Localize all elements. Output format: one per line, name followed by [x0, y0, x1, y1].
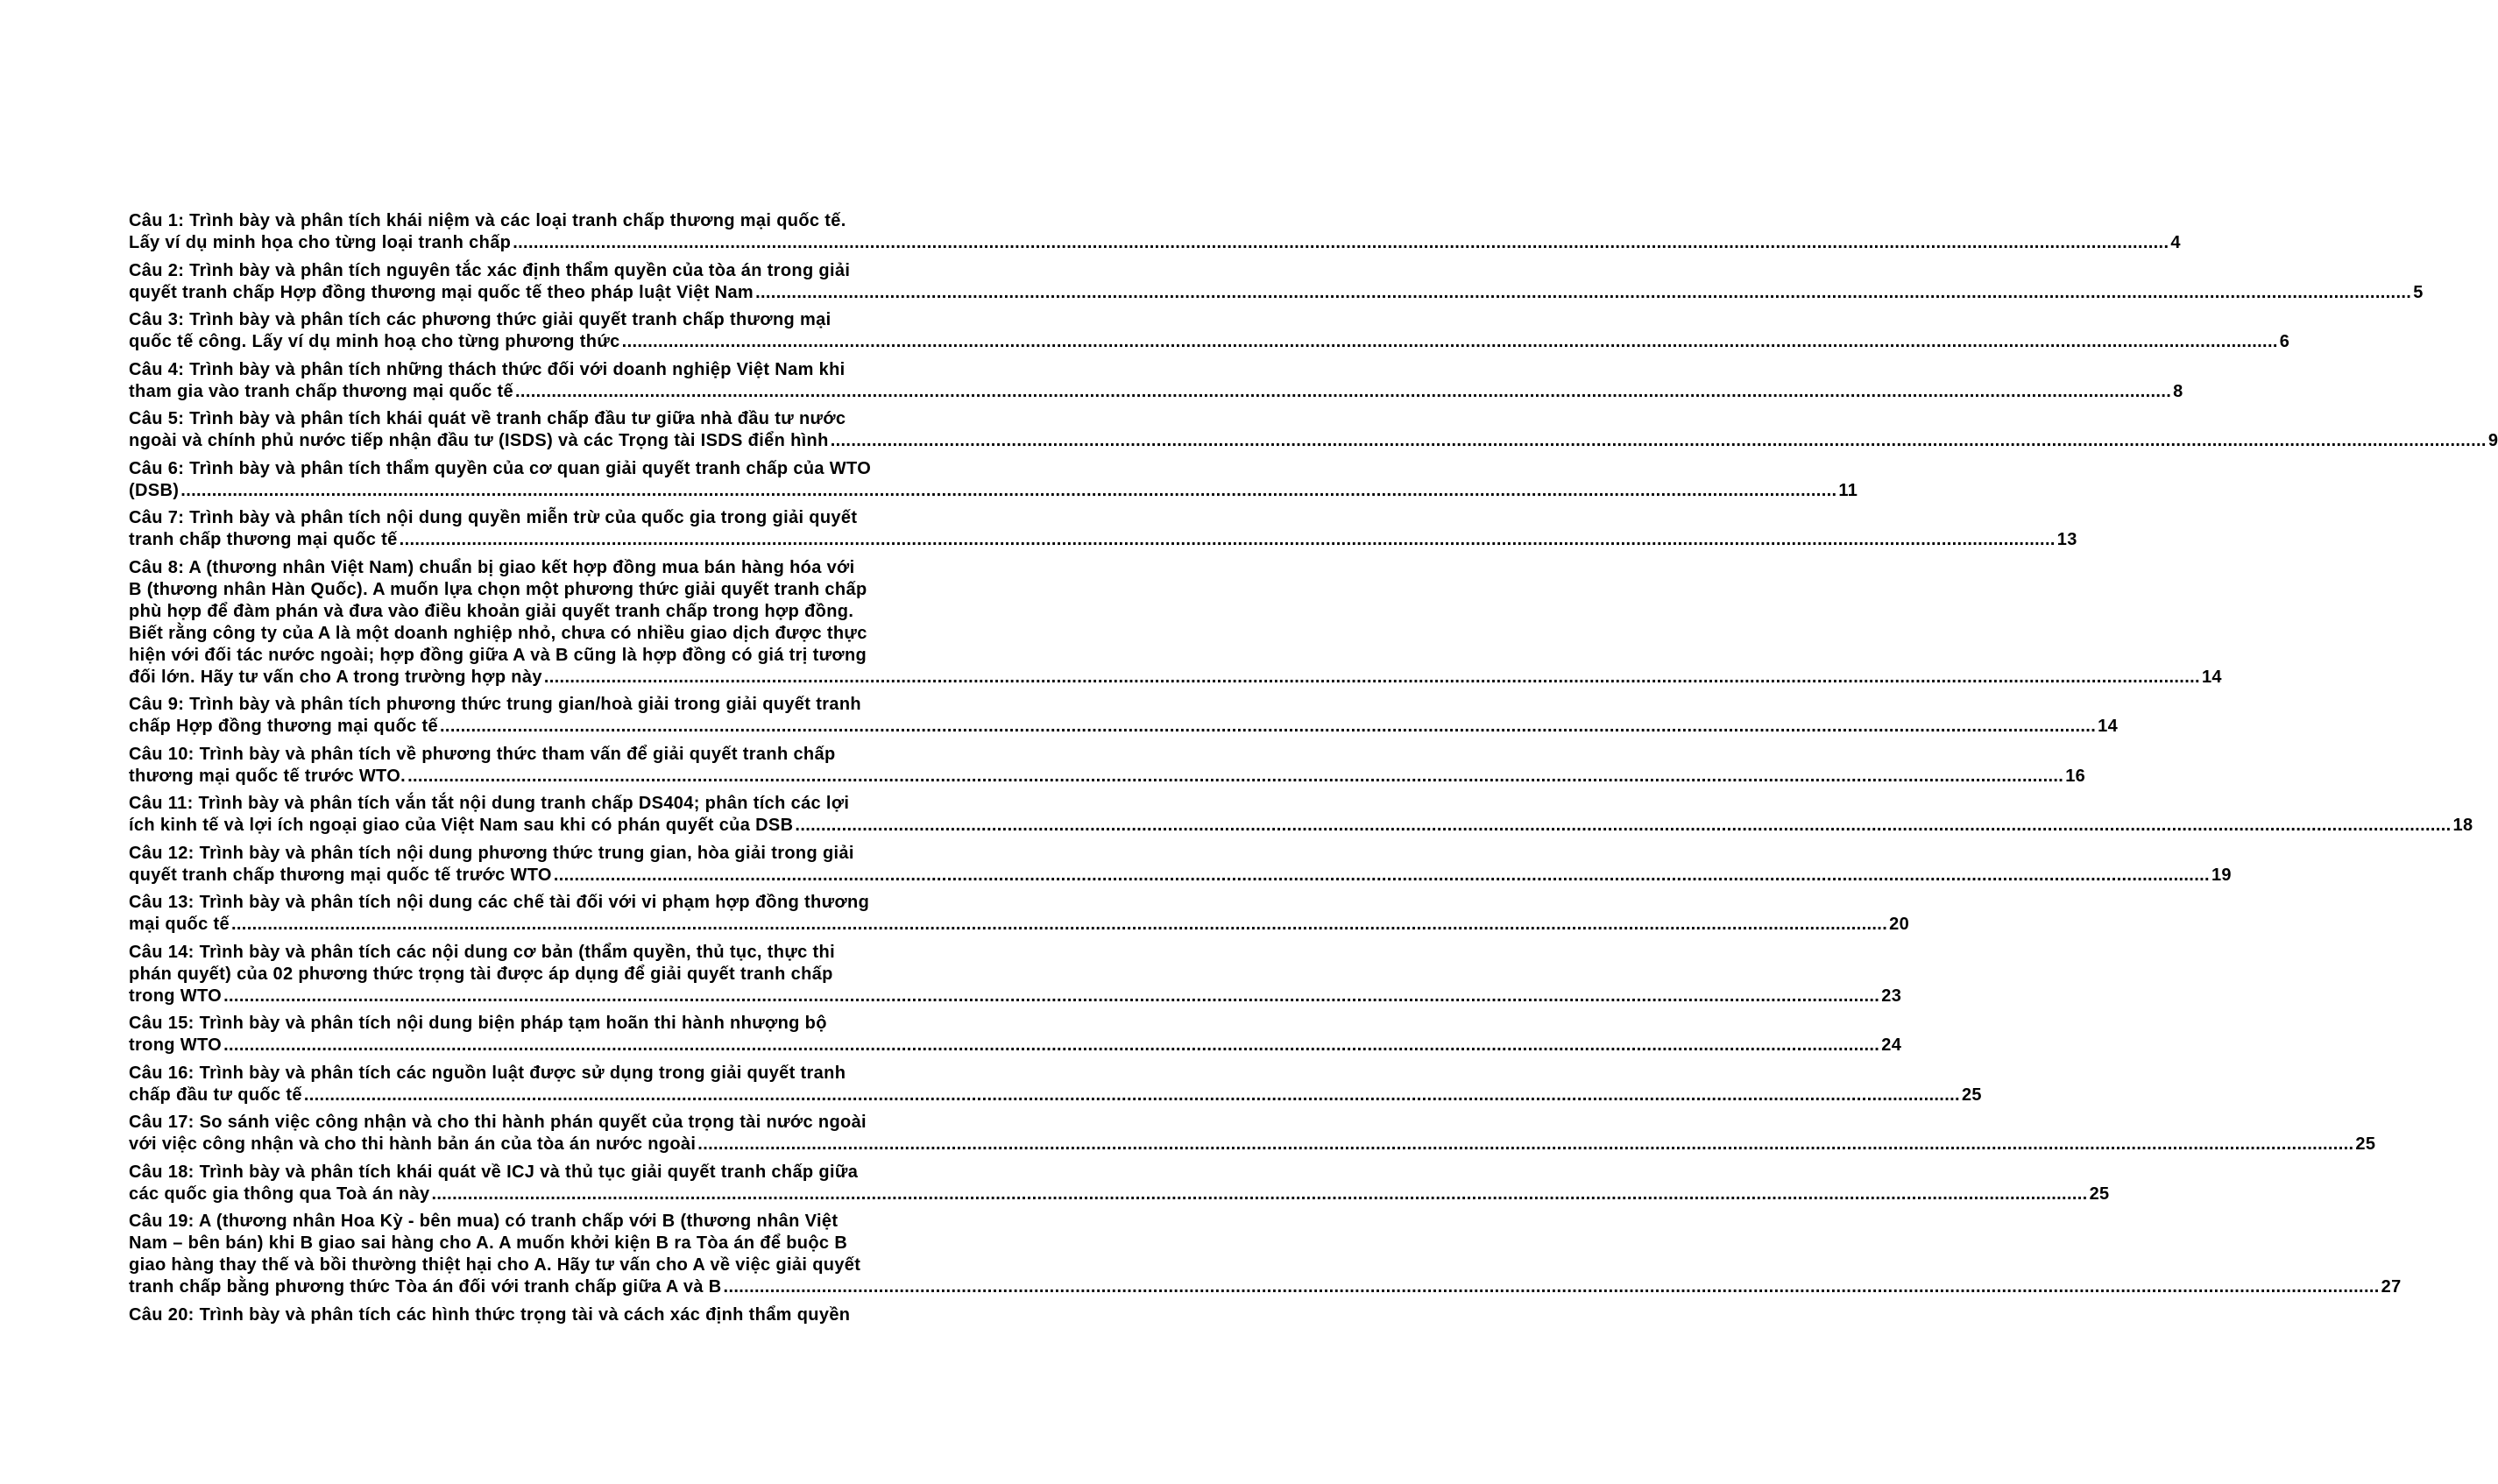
toc-page-number[interactable]: 11 [1838, 480, 1858, 500]
toc-entry-last-line [129, 1184, 2110, 1205]
toc-entry-text-line: Câu 20: Trình bày và phân tích các hình thức trọng tài và cách xác định thẩm quyền [129, 1304, 851, 1325]
toc-page-number[interactable]: 25 [2355, 1134, 2376, 1154]
toc-entry[interactable] [129, 359, 2183, 403]
toc-entry-text-line: Câu 10: Trình bày và phân tích về phương thức tham vấn để giải quyết tranh chấp [129, 744, 836, 764]
toc-dot-leader [440, 716, 2096, 738]
toc-entry-text-line: Câu 5: Trình bày và phân tích khái quát về tranh chấp đầu tư giữa nhà đầu tư nước [129, 409, 846, 428]
toc-entry[interactable] [129, 210, 2181, 254]
toc-entry-last-line [129, 1085, 1982, 1106]
toc-entry-text-line: Biết rằng công ty của A là một doanh nghiệp nhỏ, chưa có nhiều giao dịch được thực [129, 623, 867, 643]
toc-page-number[interactable]: 24 [1881, 1035, 1902, 1055]
toc-entry-text-line: hiện với đối tác nước ngoài; hợp đồng giữa A và B cũng là hợp đồng có giá trị tương [129, 645, 867, 665]
toc-entry-last-line [129, 986, 1902, 1007]
toc-page-number[interactable]: 13 [2056, 530, 2077, 549]
toc-entry-text-line: Lấy ví dụ minh họa cho từng loại tranh chấp [129, 233, 512, 252]
toc-entry-last-line [129, 529, 2077, 551]
toc-entry[interactable] [129, 458, 1858, 502]
toc-page-number[interactable]: 9 [2487, 431, 2498, 450]
toc-dot-leader [231, 914, 1887, 936]
toc-entry-text-line: ích kinh tế và lợi ích ngoại giao của Việt Nam sau khi có phán quyết của DSB [129, 816, 794, 835]
toc-entry[interactable] [129, 1304, 931, 1326]
toc-dot-leader [755, 282, 2411, 304]
toc-entry-text-line: quốc tế công. Lấy ví dụ minh hoạ cho từng phương thức [129, 332, 620, 351]
toc-entry-last-line [129, 331, 2290, 353]
toc-entry-text-line: Câu 19: A (thương nhân Hoa Kỳ - bên mua) có tranh chấp với B (thương nhân Việt [129, 1212, 839, 1231]
toc-page-number[interactable]: 25 [1961, 1085, 1982, 1105]
toc-dot-leader [697, 1134, 2353, 1155]
table-of-contents [129, 210, 2498, 1332]
toc-entry-text-line: Câu 8: A (thương nhân Việt Nam) chuẩn bị giao kết hợp đồng mua bán hàng hóa với [129, 557, 855, 577]
toc-entry-text-line: Câu 11: Trình bày và phân tích vắn tắt nội dung tranh chấp DS404; phân tích các lợi [129, 794, 850, 813]
toc-page-number[interactable]: 19 [2211, 865, 2232, 885]
toc-entry-text-line: tranh chấp bằng phương thức Tòa án đối với tranh chấp giữa A và B [129, 1277, 722, 1297]
toc-dot-leader [407, 766, 2063, 788]
toc-page-number[interactable]: 20 [1889, 915, 1910, 934]
toc-entry-text-line: Câu 15: Trình bày và phân tích nội dung biện pháp tạm hoãn thi hành nhượng bộ [129, 1014, 827, 1033]
toc-entry-text-line: thương mại quốc tế trước WTO. [129, 766, 407, 786]
toc-entry-text-line: Câu 4: Trình bày và phân tích những thách thức đối với doanh nghiệp Việt Nam khi [129, 359, 846, 379]
toc-dot-leader [223, 1035, 1879, 1056]
toc-entry-text-line: Câu 18: Trình bày và phân tích khái quát về ICJ và thủ tục giải quyết tranh chấp giữa [129, 1162, 859, 1182]
toc-entry[interactable] [129, 557, 2222, 689]
toc-entry[interactable] [129, 1211, 2402, 1298]
toc-entry-last-line [129, 1134, 2376, 1155]
toc-dot-leader [544, 667, 2200, 689]
toc-entry-text-line: Câu 9: Trình bày và phân tích phương thức trung gian/hoà giải trong giải quyết tranh [129, 695, 861, 714]
toc-page-number[interactable]: 6 [2279, 332, 2290, 351]
toc-entry-last-line [129, 1304, 931, 1326]
toc-entry[interactable] [129, 408, 2498, 452]
toc-entry-text-line: Câu 7: Trình bày và phân tích nội dung quyền miễn trừ của quốc gia trong giải quyết [129, 508, 858, 527]
toc-dot-leader [622, 331, 2278, 353]
toc-entry-text-line: phán quyết) của 02 phương thức trọng tài được áp dụng để giải quyết tranh chấp [129, 964, 833, 984]
toc-entry-text-line: Nam – bên bán) khi B giao sai hàng cho A. A muốn khởi kiện B ra Tòa án để buộc B [129, 1233, 848, 1253]
toc-dot-leader [831, 430, 2487, 452]
toc-entry-last-line [129, 865, 2232, 887]
toc-page-number[interactable]: 25 [2089, 1184, 2110, 1204]
toc-entry[interactable] [129, 1063, 1982, 1106]
toc-entry-text-line: trong WTO [129, 1035, 223, 1055]
toc-entry-last-line [129, 716, 2119, 738]
toc-dot-leader [513, 232, 2169, 254]
toc-entry-last-line [129, 381, 2183, 403]
toc-entry-text-line: trong WTO [129, 986, 223, 1006]
toc-entry-last-line [129, 914, 1910, 936]
toc-entry-text-line: với việc công nhận và cho thi hành bản án của tòa án nước ngoài [129, 1134, 697, 1154]
toc-dot-leader [223, 986, 1879, 1007]
toc-dot-leader [554, 865, 2210, 887]
toc-entry-text-line: các quốc gia thông qua Toà án này [129, 1184, 430, 1204]
toc-dot-leader [431, 1184, 2087, 1205]
toc-page-number[interactable]: 14 [2098, 717, 2119, 736]
toc-entry[interactable] [129, 744, 2086, 788]
toc-page-number[interactable]: 14 [2201, 667, 2222, 687]
toc-dot-leader [795, 815, 2451, 837]
toc-entry-text-line: Câu 13: Trình bày và phân tích nội dung các chế tài đối với vi phạm hợp đồng thương [129, 893, 870, 912]
toc-page-number[interactable]: 23 [1881, 986, 1902, 1006]
toc-entry[interactable] [129, 309, 2290, 353]
toc-entry-text-line: chấp đầu tư quốc tế [129, 1085, 302, 1105]
toc-page-number[interactable]: 8 [2173, 381, 2183, 401]
toc-entry-text-line: chấp Hợp đồng thương mại quốc tế [129, 717, 438, 736]
toc-entry[interactable] [129, 892, 1910, 936]
toc-entry-last-line [129, 480, 1858, 502]
toc-entry-text-line: Câu 16: Trình bày và phân tích các nguồn luật được sử dụng trong giải quyết tranh [129, 1063, 846, 1083]
toc-entry-text-line: Câu 14: Trình bày và phân tích các nội dung cơ bản (thẩm quyền, thủ tục, thực thi [129, 942, 836, 962]
toc-entry[interactable] [129, 260, 2424, 304]
toc-entry-last-line [129, 766, 2086, 788]
toc-entry-text-line: giao hàng thay thế và bồi thường thiệt hại cho A. Hãy tư vấn cho A về việc giải quyết [129, 1255, 861, 1275]
toc-entry-text-line: Câu 12: Trình bày và phân tích nội dung phương thức trung gian, hòa giải trong giải [129, 843, 854, 863]
toc-entry-last-line [129, 667, 2222, 689]
toc-entry-text-line: tranh chấp thương mại quốc tế [129, 530, 398, 549]
toc-entry-last-line [129, 1276, 2402, 1298]
toc-page-number[interactable]: 4 [2170, 233, 2181, 252]
toc-entry-text-line: mại quốc tế [129, 915, 230, 934]
toc-dot-leader [515, 381, 2171, 403]
toc-dot-leader [180, 480, 1836, 502]
toc-entry-text-line: Câu 17: So sánh việc công nhận và cho thi hành phán quyết của trọng tài nước ngoài [129, 1113, 867, 1132]
toc-entry[interactable] [129, 1162, 2110, 1205]
toc-entry-last-line [129, 232, 2181, 254]
toc-entry-text-line: tham gia vào tranh chấp thương mại quốc tế [129, 381, 514, 401]
toc-entry-last-line [129, 430, 2498, 452]
toc-entry-text-line: ngoài và chính phủ nước tiếp nhận đầu tư (ISDS) và các Trọng tài ISDS điển hình [129, 431, 829, 450]
toc-entry[interactable] [129, 1112, 2376, 1155]
toc-entry-text-line: quyết tranh chấp Hợp đồng thương mại quốc tế theo pháp luật Việt Nam [129, 282, 754, 302]
toc-entry[interactable] [129, 694, 2119, 738]
toc-entry[interactable] [129, 793, 2473, 837]
toc-entry-text-line: Câu 3: Trình bày và phân tích các phương thức giải quyết tranh chấp thương mại [129, 310, 831, 329]
toc-entry-text-line: phù hợp để đàm phán và đưa vào điều khoản giải quyết tranh chấp trong hợp đồng. [129, 601, 854, 621]
toc-entry-last-line [129, 815, 2473, 837]
toc-entry-text-line: đối lớn. Hãy tư vấn cho A trong trường hợp này [129, 667, 542, 687]
toc-entry[interactable] [129, 843, 2232, 887]
toc-page-number[interactable]: 18 [2452, 816, 2473, 835]
toc-entry-text-line: Câu 6: Trình bày và phân tích thẩm quyền của cơ quan giải quyết tranh chấp của WTO [129, 458, 872, 478]
toc-entry-text-line: B (thương nhân Hàn Quốc). A muốn lựa chọn một phương thức giải quyết tranh chấp [129, 579, 867, 599]
toc-entry-last-line [129, 282, 2424, 304]
toc-entry[interactable] [129, 1013, 1902, 1056]
toc-page-number[interactable]: 16 [2065, 766, 2086, 786]
toc-dot-leader [304, 1085, 1960, 1106]
toc-page-number[interactable]: 27 [2381, 1277, 2402, 1297]
toc-entry-text-line: quyết tranh chấp thương mại quốc tế trước WTO [129, 865, 552, 885]
toc-entry-text-line: Câu 2: Trình bày và phân tích nguyên tắc xác định thẩm quyền của tòa án trong giải [129, 260, 851, 280]
toc-entry-text-line: Câu 1: Trình bày và phân tích khái niệm và các loại tranh chấp thương mại quốc tế. [129, 211, 846, 230]
toc-dot-leader [400, 529, 2056, 551]
toc-entry[interactable] [129, 507, 2077, 551]
toc-entry-text-line: (DSB) [129, 480, 180, 500]
toc-entry-last-line [129, 1035, 1902, 1056]
toc-entry[interactable] [129, 942, 1902, 1007]
toc-dot-leader [724, 1276, 2380, 1298]
toc-page-number[interactable]: 5 [2413, 282, 2424, 302]
